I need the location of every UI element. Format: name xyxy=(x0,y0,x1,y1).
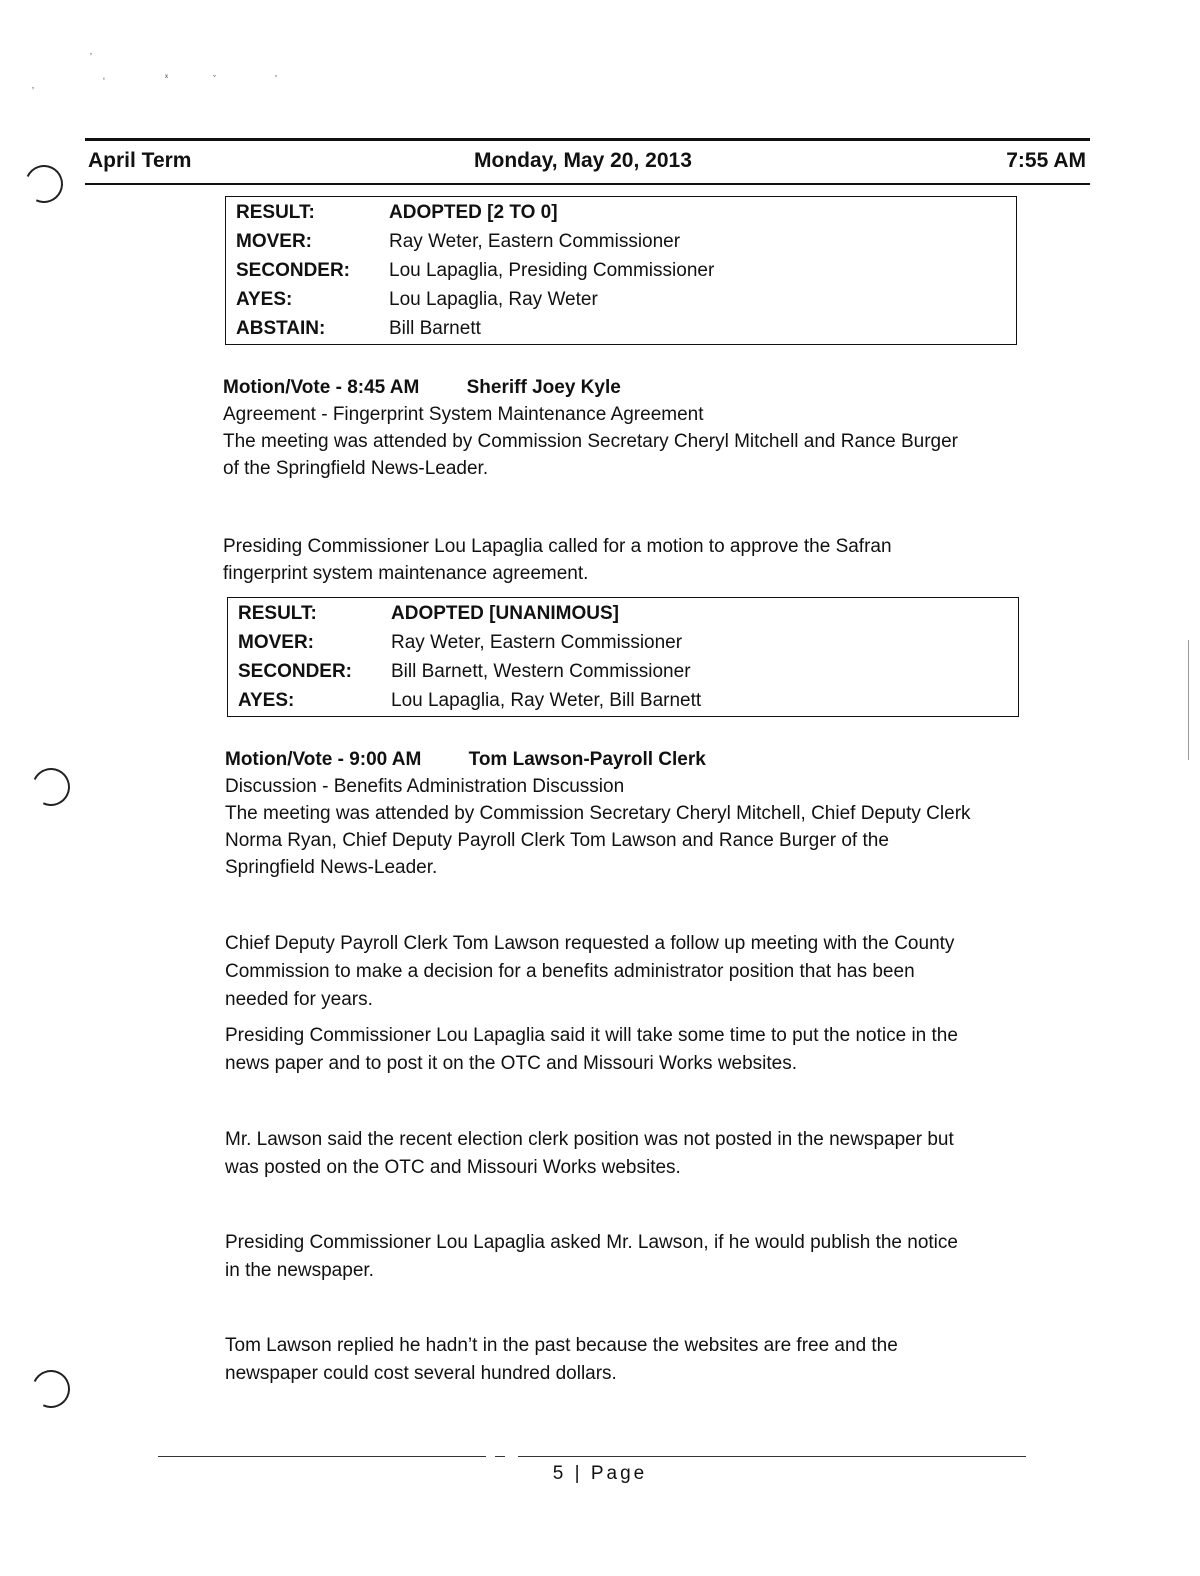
page-number-value: 5 xyxy=(552,1463,567,1484)
footer-rule xyxy=(158,1456,486,1457)
scan-speck: ʼ xyxy=(32,86,34,96)
paragraph xyxy=(225,1126,1025,1182)
motion-agenda: Discussion - Benefits Administration Discussion xyxy=(225,776,625,797)
vote-label: ABSTAIN: xyxy=(236,318,326,339)
vote-value: Lou Lapaglia, Ray Weter xyxy=(389,289,598,310)
vote-row-ayes xyxy=(226,287,1016,316)
paragraph-line: in the newspaper. xyxy=(225,1260,374,1281)
vote-row-abstain xyxy=(226,316,1016,345)
vote-value: Bill Barnett xyxy=(389,318,481,339)
paragraph-line: fingerprint system maintenance agreement. xyxy=(223,563,589,584)
paragraph xyxy=(225,1332,1025,1388)
punch-hole xyxy=(27,763,76,812)
header-bottom-rule xyxy=(85,183,1090,185)
motion-heading xyxy=(225,746,1035,773)
vote-label: RESULT: xyxy=(238,603,317,624)
paragraph-line: was posted on the OTC and Missouri Works websites. xyxy=(225,1157,681,1178)
vote-value: Bill Barnett, Western Commissioner xyxy=(391,661,691,682)
paragraph-line: Presiding Commissioner Lou Lapaglia asked Mr. Lawson, if he would publish the notice xyxy=(225,1232,958,1253)
paragraph-line: newspaper could cost several hundred dollars. xyxy=(225,1363,617,1384)
paragraph xyxy=(225,930,1025,1014)
motion-time: 8:45 AM xyxy=(347,377,420,398)
paragraph xyxy=(223,533,1033,587)
vote-value: ADOPTED [UNANIMOUS] xyxy=(391,603,619,624)
vote-label: MOVER: xyxy=(238,632,314,653)
paragraph-line: Tom Lawson replied he hadn’t in the past because the websites are free and the xyxy=(225,1335,898,1356)
attendance-line: Springfield News-Leader. xyxy=(225,857,438,878)
vote-value: Ray Weter, Eastern Commissioner xyxy=(391,632,683,653)
paragraph-line: Presiding Commissioner Lou Lapaglia said it will take some time to put the notice in the xyxy=(225,1025,958,1046)
paragraph-line: Commission to make a decision for a benefits administrator position that has been xyxy=(225,961,915,982)
paragraph-line: Presiding Commissioner Lou Lapaglia called for a motion to approve the Safran xyxy=(223,536,892,557)
header-date: Monday, May 20, 2013 xyxy=(474,149,692,172)
vote-label: SECONDER: xyxy=(236,260,351,281)
vote-label: MOVER: xyxy=(236,231,312,252)
vote-label: RESULT: xyxy=(236,202,315,223)
motion-block xyxy=(223,374,1033,482)
punch-hole xyxy=(20,160,69,209)
page-number xyxy=(0,1463,1200,1485)
header-term: April Term xyxy=(88,149,192,172)
motion-agenda: Agreement - Fingerprint System Maintenance Agreement xyxy=(223,404,704,425)
vote-row-seconder xyxy=(226,258,1016,287)
vote-label: AYES: xyxy=(238,690,295,711)
punch-hole xyxy=(27,1365,76,1414)
motion-presenter: Tom Lawson-Payroll Clerk xyxy=(468,749,706,770)
vote-result-box xyxy=(225,196,1017,345)
vote-row-mover xyxy=(228,630,1018,659)
vote-row-seconder xyxy=(228,659,1018,688)
motion-prefix: Motion/Vote - xyxy=(223,377,342,398)
attendance-line: Norma Ryan, Chief Deputy Payroll Clerk Tom Lawson and Rance Burger of the xyxy=(225,830,889,851)
motion-block xyxy=(225,746,1035,881)
scan-edge-line xyxy=(1188,640,1189,760)
motion-heading xyxy=(223,374,1033,401)
page-header xyxy=(88,147,1086,179)
footer-rule xyxy=(495,1456,505,1457)
page-number-label: | Page xyxy=(574,1463,648,1484)
vote-label: AYES: xyxy=(236,289,293,310)
paragraph-line: Chief Deputy Payroll Clerk Tom Lawson requested a follow up meeting with the County xyxy=(225,933,955,954)
motion-presenter: Sheriff Joey Kyle xyxy=(466,377,621,398)
paragraph-line: Mr. Lawson said the recent election clerk position was not posted in the newspaper but xyxy=(225,1129,954,1150)
header-top-rule xyxy=(85,138,1090,141)
motion-prefix: Motion/Vote - xyxy=(225,749,344,770)
paragraph xyxy=(225,1022,1025,1078)
attendance-line: The meeting was attended by Commission Secretary Cheryl Mitchell, Chief Deputy Clerk xyxy=(225,803,971,824)
vote-label: SECONDER: xyxy=(238,661,353,682)
scan-speck: ʼ xyxy=(90,52,92,62)
vote-value: Lou Lapaglia, Ray Weter, Bill Barnett xyxy=(391,690,702,711)
attendance-line: of the Springfield News-Leader. xyxy=(223,458,489,479)
header-time: 7:55 AM xyxy=(1006,149,1086,172)
vote-row-result xyxy=(226,200,1016,229)
footer-rule xyxy=(518,1456,1026,1457)
scan-speck: ʻ xyxy=(103,76,105,86)
paragraph xyxy=(225,1229,1025,1285)
scan-speck: ˇ xyxy=(213,74,216,84)
vote-row-result xyxy=(228,601,1018,630)
scan-speck: ˣ xyxy=(165,72,168,82)
paragraph-line: news paper and to post it on the OTC and Missouri Works websites. xyxy=(225,1053,798,1074)
vote-value: Lou Lapaglia, Presiding Commissioner xyxy=(389,260,715,281)
scan-speck: ʼ xyxy=(275,74,277,84)
attendance-line: The meeting was attended by Commission Secretary Cheryl Mitchell and Rance Burger xyxy=(223,431,958,452)
vote-row-mover xyxy=(226,229,1016,258)
vote-value: ADOPTED [2 TO 0] xyxy=(389,202,558,223)
motion-time: 9:00 AM xyxy=(349,749,422,770)
vote-value: Ray Weter, Eastern Commissioner xyxy=(389,231,681,252)
vote-row-ayes xyxy=(228,688,1018,717)
paragraph-line: needed for years. xyxy=(225,989,373,1010)
vote-result-box xyxy=(227,597,1019,717)
